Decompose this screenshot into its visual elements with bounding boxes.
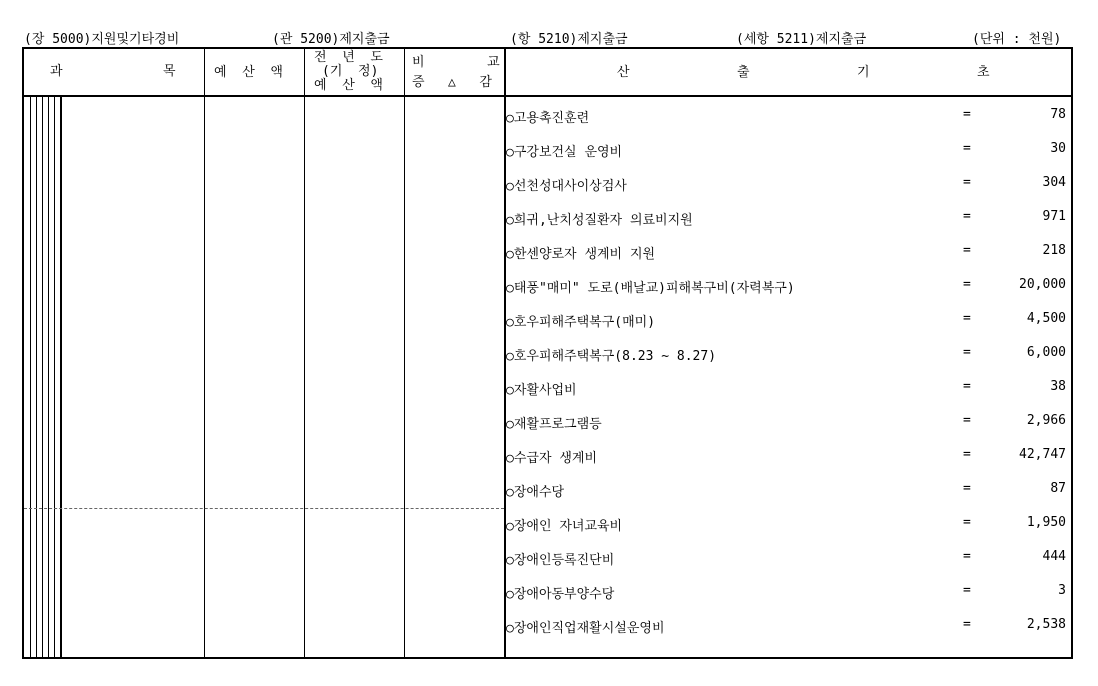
hang-label: (항 5210)제지출금 — [510, 32, 628, 47]
equals-sign: = — [963, 515, 971, 530]
item-name: ○장애인 자녀교육비 — [506, 519, 623, 534]
item-amount: 6,000 — [1026, 345, 1066, 360]
page-break-line — [24, 508, 504, 509]
col-calc-1: 산 — [617, 65, 630, 80]
item-amount: 2,538 — [1026, 617, 1066, 632]
item-amount: 971 — [1042, 209, 1066, 224]
table-row — [506, 370, 1066, 404]
equals-sign: = — [963, 481, 971, 496]
equals-sign: = — [963, 379, 971, 394]
table-row — [506, 132, 1066, 166]
item-amount: 218 — [1042, 243, 1066, 258]
table-row — [506, 472, 1066, 506]
equals-sign: = — [963, 141, 971, 156]
jang-label: (장 5000)지원및기타경비 — [24, 32, 180, 47]
item-name: ○재활프로그램등 — [506, 417, 602, 432]
item-amount: 444 — [1042, 549, 1066, 564]
item-name: ○장애수당 — [506, 485, 565, 500]
item-amount: 78 — [1050, 107, 1066, 122]
subcol-line — [30, 96, 31, 658]
item-name: ○호우피해주택복구(8.23 ~ 8.27) — [506, 349, 717, 364]
item-amount: 3 — [1058, 583, 1066, 598]
table-row — [506, 506, 1066, 540]
item-amount: 42,747 — [1019, 447, 1066, 462]
col-cmp-1: 비 교 — [412, 55, 500, 70]
item-name: ○호우피해주택복구(매미) — [506, 315, 656, 330]
subcol-line — [60, 96, 62, 658]
item-amount: 4,500 — [1026, 311, 1066, 326]
table-row — [506, 268, 1066, 302]
table-row — [506, 574, 1066, 608]
item-name: ○장애인직업재활시설운영비 — [506, 621, 665, 636]
doc-header — [0, 28, 1098, 48]
table-row — [506, 336, 1066, 370]
equals-sign: = — [963, 311, 971, 326]
item-name: ○수급자 생계비 — [506, 451, 598, 466]
sehang-label: (세항 5211)제지출금 — [736, 32, 867, 47]
col-divider — [304, 48, 305, 658]
equals-sign: = — [963, 583, 971, 598]
item-name: ○희귀,난치성질환자 의료비지원 — [506, 213, 693, 228]
col-cmp-2: 증 △ 감 — [412, 75, 492, 90]
subcol-line — [48, 96, 49, 658]
item-amount: 30 — [1050, 141, 1066, 156]
equals-sign: = — [963, 549, 971, 564]
subcol-line — [54, 96, 55, 658]
unit-label: (단위 : 천원) — [972, 32, 1062, 47]
col-prev-2: (기 정) — [322, 64, 379, 79]
item-name: ○장애인등록진단비 — [506, 553, 615, 568]
item-name: ○자활사업비 — [506, 383, 577, 398]
table-row — [506, 98, 1066, 132]
table-row — [506, 200, 1066, 234]
table-row — [506, 608, 1066, 642]
subcol-line — [42, 96, 43, 658]
item-amount: 20,000 — [1019, 277, 1066, 292]
item-name: ○태풍"매미" 도로(배날교)피해복구비(자력복구) — [506, 281, 795, 296]
equals-sign: = — [963, 617, 971, 632]
table-row — [506, 540, 1066, 574]
col-divider — [404, 48, 405, 658]
item-amount: 38 — [1050, 379, 1066, 394]
equals-sign: = — [963, 175, 971, 190]
item-name: ○장애아동부양수당 — [506, 587, 615, 602]
col-prev-3: 예 산 액 — [314, 78, 383, 93]
col-gwamok-1: 과 — [50, 64, 63, 79]
col-budget: 예 산 액 — [214, 65, 283, 80]
col-calc-2: 출 — [737, 65, 750, 80]
col-prev-1: 전 년 도 — [314, 50, 383, 65]
table-row — [506, 438, 1066, 472]
item-amount: 87 — [1050, 481, 1066, 496]
table-row — [506, 302, 1066, 336]
col-calc-4: 초 — [977, 65, 990, 80]
table-row — [506, 404, 1066, 438]
equals-sign: = — [963, 447, 971, 462]
equals-sign: = — [963, 277, 971, 292]
item-name: ○선천성대사이상검사 — [506, 179, 627, 194]
table-row — [506, 166, 1066, 200]
equals-sign: = — [963, 345, 971, 360]
item-name: ○구강보건실 운영비 — [506, 145, 623, 160]
gwan-label: (관 5200)제지출금 — [272, 32, 390, 47]
subcol-line — [36, 96, 37, 658]
col-divider — [204, 48, 205, 658]
col-gwamok-2: 목 — [163, 64, 176, 79]
col-calc-3: 기 — [857, 65, 870, 80]
equals-sign: = — [963, 243, 971, 258]
item-name: ○한센양로자 생계비 지원 — [506, 247, 656, 262]
table-row — [506, 234, 1066, 268]
item-name: ○고용촉진훈련 — [506, 111, 590, 126]
header-separator — [22, 95, 1073, 97]
item-amount: 304 — [1042, 175, 1066, 190]
equals-sign: = — [963, 107, 971, 122]
equals-sign: = — [963, 413, 971, 428]
item-amount: 1,950 — [1026, 515, 1066, 530]
equals-sign: = — [963, 209, 971, 224]
item-amount: 2,966 — [1026, 413, 1066, 428]
